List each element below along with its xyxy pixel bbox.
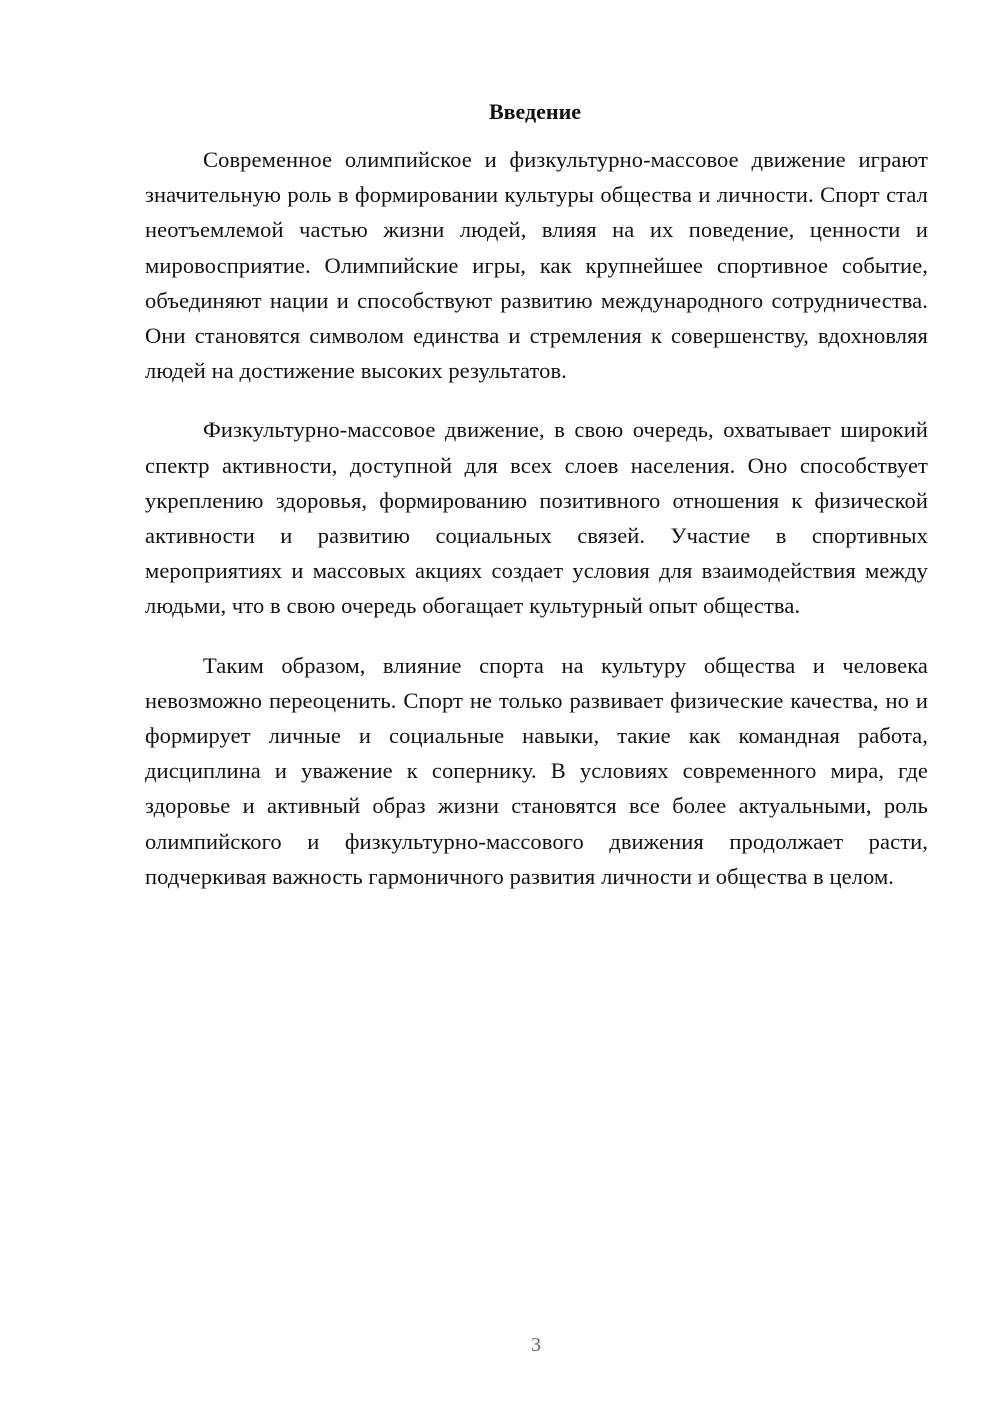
paragraph-1: Современное олимпийское и физкультурно-массовое движение играют значительную роль в формировании культуры общества и личности. Спорт стал неотъемлемой частью жизни людей, влияя на их поведение, ценности и мировосприятие. Олимпийские игры, как крупнейшее спортивное событие, объединяют нации и способствуют развитию международного сотрудничества. Они становятся символом единства и стремления к совершенству, вдохновляя людей на достижение высоких результатов.	[145, 147, 928, 384]
body-text	[145, 142, 928, 918]
paragraph-3: Таким образом, влияние спорта на культуру общества и человека невозможно переоценить. Спорт не только развивает физические качества, но и формирует личные и социальные навыки, такие как командная работа, дисциплина и уважение к сопернику. В условиях современного мира, где здоровье и активный образ жизни становятся все более актуальными, роль олимпийского и физкультурно-массового движения продолжает расти, подчеркивая важность гармоничного развития личности и общества в целом.	[145, 652, 928, 889]
page-title: Введение	[488, 99, 582, 124]
paragraph-2: Физкультурно-массовое движение, в свою очередь, охватывает широкий спектр активности, доступной для всех слоев населения. Оно способствует укреплению здоровья, формированию позитивного отношения к физической активности и развитию социальных связей. Участие в спортивных мероприятиях и массовых акциях создает условия для взаимодействия между людьми, что в свою очередь обогащает культурный опыт общества.	[145, 417, 928, 619]
page-number: 3	[531, 1334, 541, 1356]
